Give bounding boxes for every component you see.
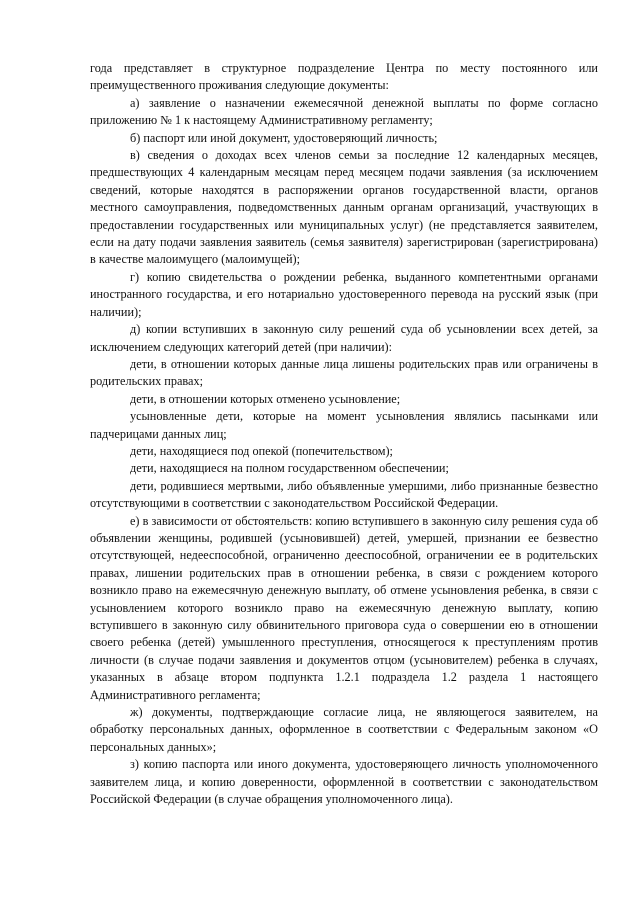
paragraph-item-g: г) копию свидетельства о рождении ребенка, выданного компетентными органами иностранного государства, и его нотариально удостоверенного перевода на русский язык (при наличии);: [90, 269, 598, 319]
paragraph-exception-1: дети, в отношении которых данные лица лишены родительских прав или ограничены в родительских правах;: [90, 356, 598, 389]
paragraph-item-v: в) сведения о доходах всех членов семьи за последние 12 календарных месяцев, предшествующих 4 календарным месяцам перед месяцем подачи заявления (за исключением сведений, которые находятся в распоряжении органов государственной власти, органов местного самоуправления, подведомственных данным органам организаций, участвующих в предоставлении государственных или муниципальных услуг) (не представляется заявителем, если на дату подачи заявления заявитель (семья заявителя) зарегистрирован (зарегистрирована) в качестве малоимущего (малоимущей);: [90, 148, 598, 267]
paragraph-exception-5: дети, находящиеся на полном государственном обеспечении;: [130, 461, 449, 476]
paragraph-item-b: б) паспорт или иной документ, удостоверяющий личность;: [130, 130, 438, 145]
paragraph-exception-4: дети, находящиеся под опекой (попечительством);: [130, 443, 393, 458]
paragraph-item-zh: ж) документы, подтверждающие согласие лица, не являющегося заявителем, на обработку персональных данных, оформленное в соответствии с Федеральным законом «О персональных данных»;: [90, 705, 598, 754]
paragraph-exception-2: дети, в отношении которых отменено усыновление;: [130, 391, 401, 406]
paragraph-exception-6: дети, родившиеся мертвыми, либо объявленные умершими, либо признанные безвестно отсутствующими в соответствии с законодательством Российской Федерации.: [90, 478, 598, 511]
paragraph-exception-3: усыновленные дети, которые на момент усыновления являлись пасынками или падчерицами данных лиц;: [90, 409, 598, 441]
paragraph-item-a: а) заявление о назначении ежемесячной денежной выплаты по форме согласно приложению № 1 к настоящему Административному регламенту;: [90, 95, 598, 128]
paragraph-intro: года представляет в структурное подразделение Центра по месту постоянного или преимущественного проживания следующие документы:: [90, 61, 598, 93]
paragraph-item-e: е) в зависимости от обстоятельств: копию вступившего в законную силу решения суда об объявлении женщины, родившей (усыновившей) детей, умершей, признании ее безвестно отсутствующей, недееспособной, ограниченно дееспособной, ограничении ее в родительских правах, лишении родительских прав в отношении ребенка, в связи с рождением которого возникло право на ежемесячную денежную выплату, об отмене усыновления ребенка, в связи с усыновлением которого возникло право на ежемесячную денежную выплату, копию вступившего в законную силу обвинительного приговора суда о совершении ею в отношении своего ребенка (детей) умышленного преступления, относящегося к преступлениям против личности (в случае подачи заявления и документов отцом (усыновителем) ребенка в случаях, указанных в абзаце втором подпункта 1.2.1 подраздела 1.2 раздела 1 настоящего Административного регламента;: [90, 513, 598, 702]
paragraph-item-z: з) копию паспорта или иного документа, удостоверяющего личность уполномоченного заявителем лица, и копию доверенности, оформленной в соответствии с законодательством Российской Федерации (в случае обращения уполномоченного лица).: [90, 757, 598, 807]
paragraph-item-d: д) копии вступивших в законную силу решений суда об усыновлении всех детей, за исключением следующих категорий детей (при наличии):: [90, 322, 598, 354]
